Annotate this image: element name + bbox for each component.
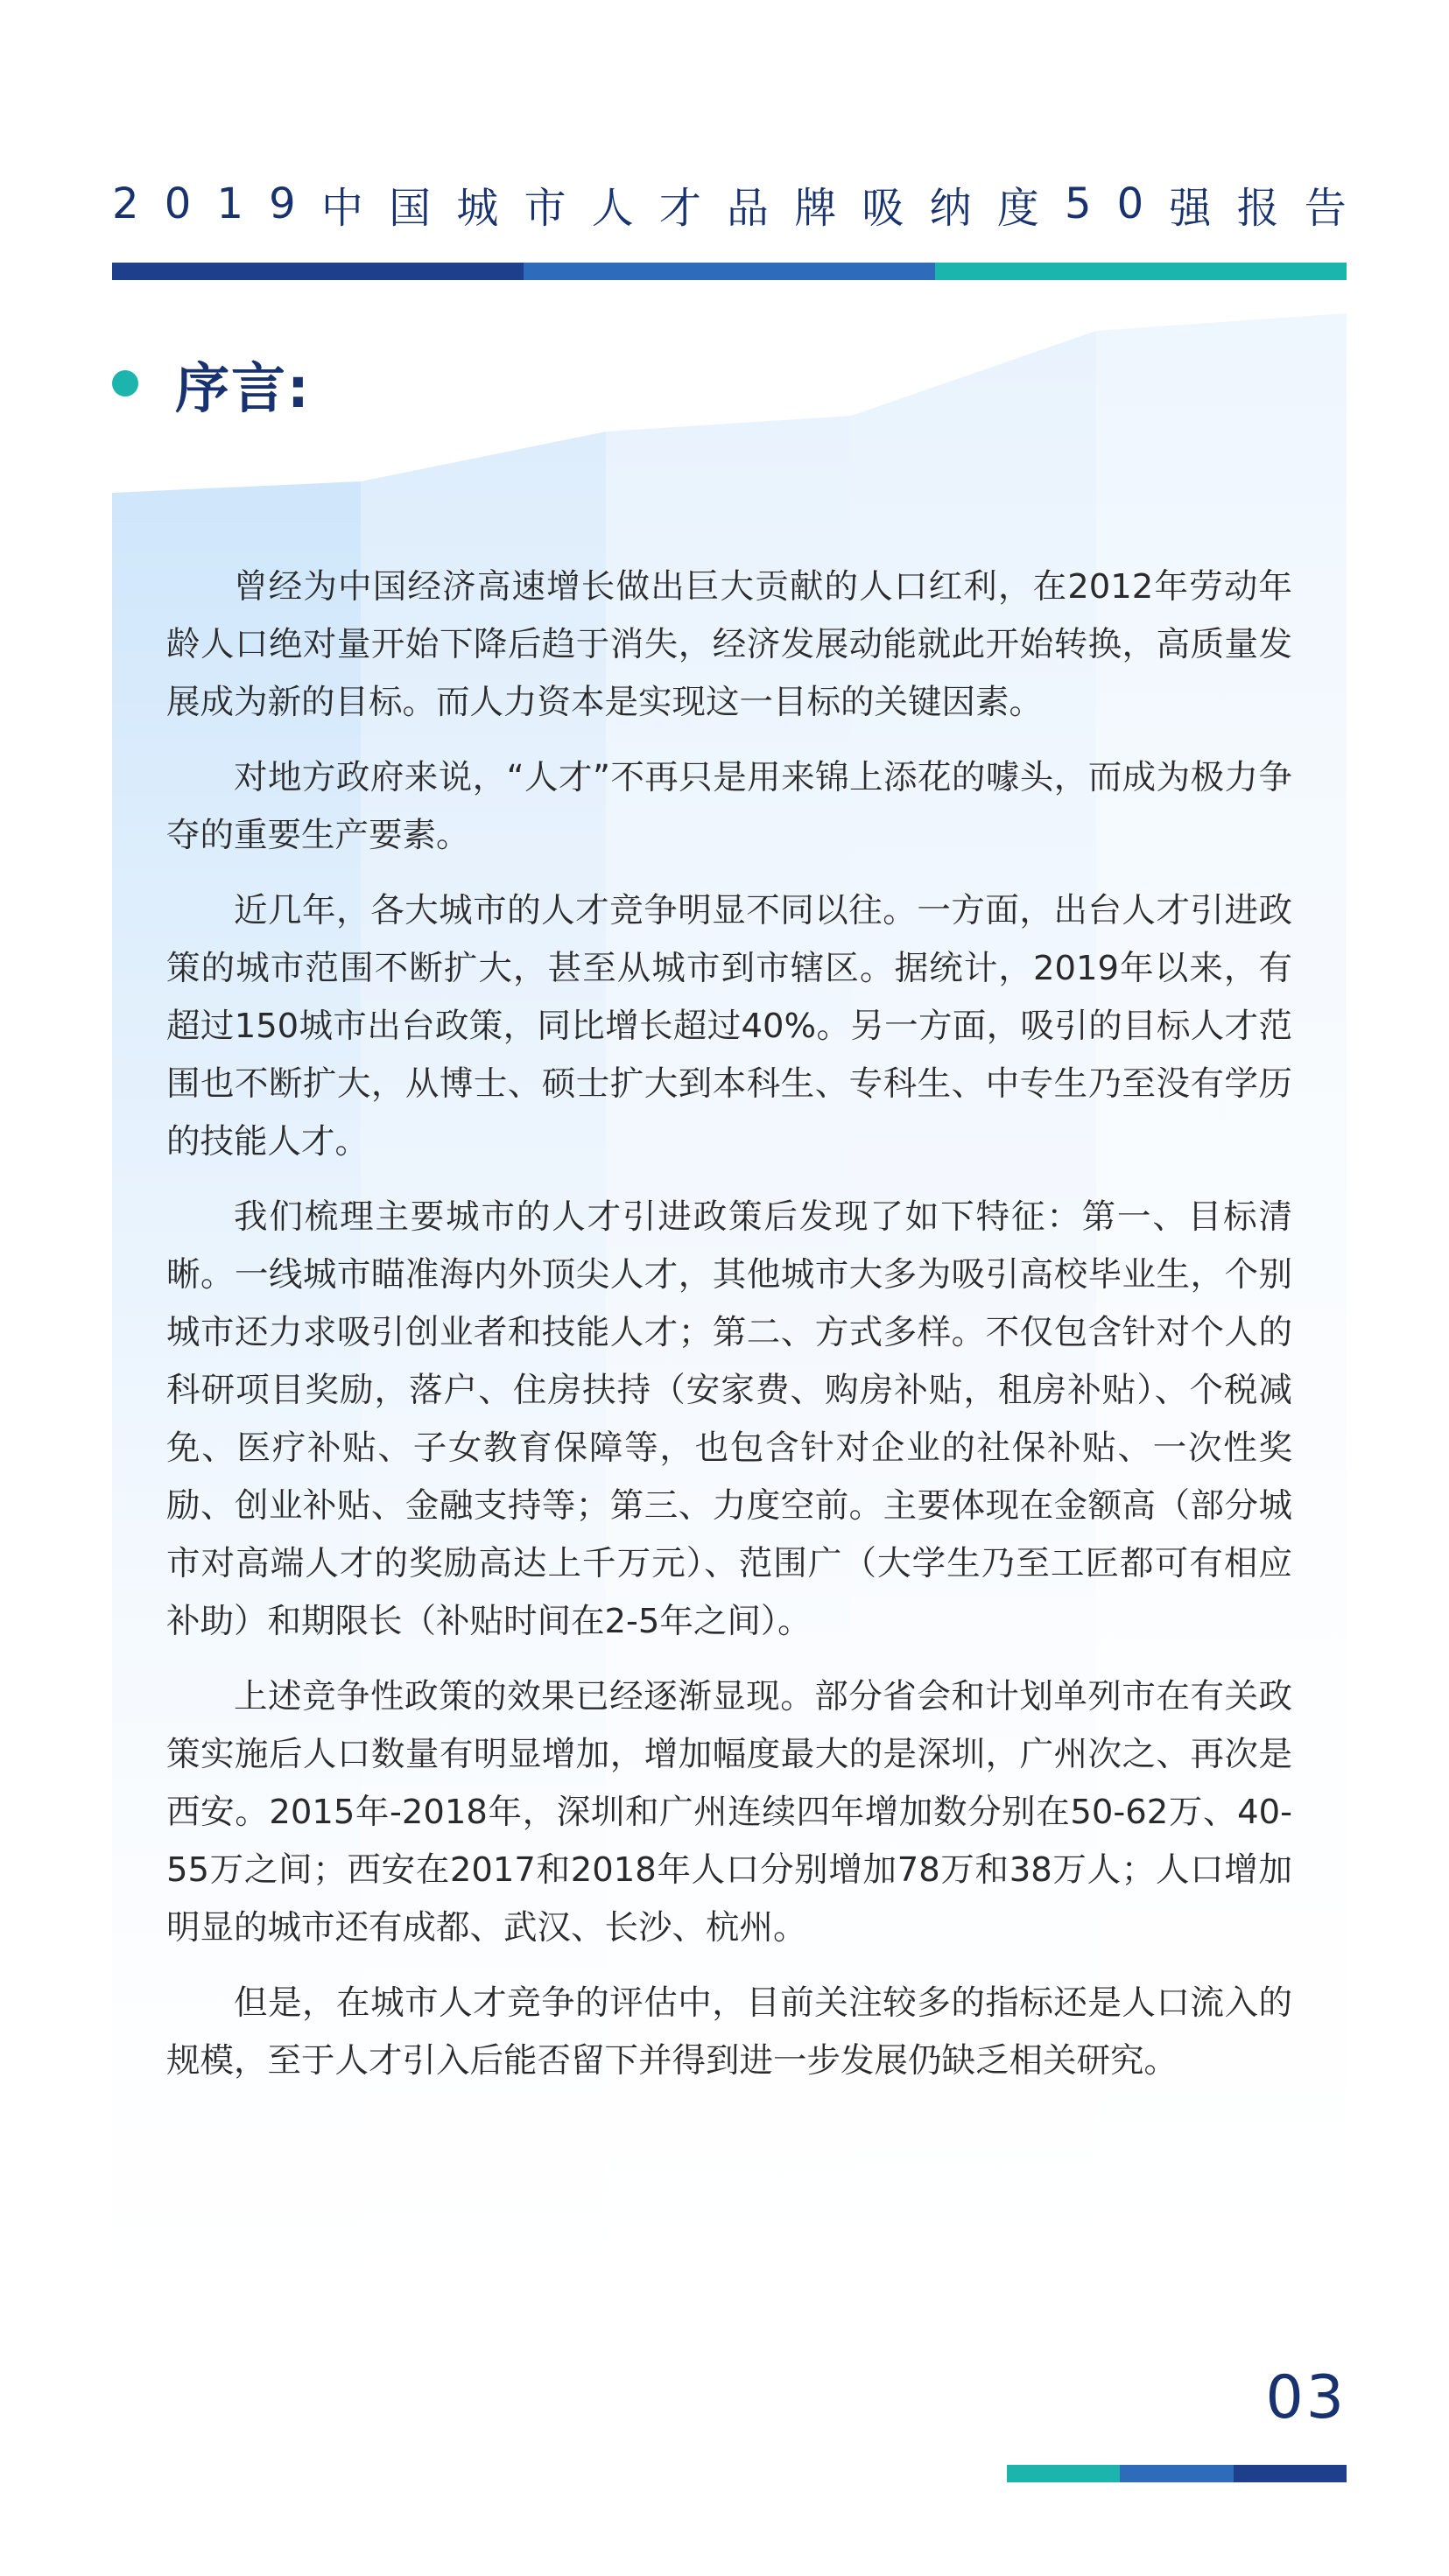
footer-bar-segment-mid — [1120, 2465, 1233, 2482]
preface-body — [166, 558, 1292, 2108]
footer-bar-segment-teal — [1007, 2465, 1120, 2482]
report-title-char: 9 — [269, 179, 296, 228]
report-title — [112, 173, 1347, 235]
report-title-char: 吸 — [862, 183, 904, 233]
report-title-char: 报 — [1236, 183, 1279, 233]
report-title-char: 0 — [164, 179, 192, 228]
page-number: 03 — [1265, 2363, 1347, 2432]
report-title-char: 才 — [658, 183, 701, 233]
section-heading-text: 序言: — [175, 355, 311, 420]
report-title-char: 国 — [389, 183, 432, 233]
report-title-char: 0 — [1116, 179, 1144, 228]
paragraph: 但是，在城市人才竞争的评估中，目前关注较多的指标还是人口流入的规模，至于人才引入后能否留下并得到进一步发展仍缺乏相关研究。 — [166, 1983, 1292, 2081]
heading-bullet-icon — [112, 370, 138, 397]
report-title-char: 告 — [1304, 183, 1347, 233]
report-title-char: 市 — [524, 183, 566, 233]
report-title-char: 纳 — [929, 183, 972, 233]
report-title-char: 城 — [456, 183, 499, 233]
section-heading — [112, 348, 311, 418]
footer-bar-segment-dark — [1234, 2465, 1347, 2482]
report-title-char: 牌 — [794, 183, 837, 233]
paragraph: 曾经为中国经济高速增长做出巨大贡献的人口红利，在2012年劳动年龄人口绝对量开始下降后趋于消失，经济发展动能就此开始转换，高质量发展成为新的目标。而人力资本是实现这一目标的关键因素。 — [166, 567, 1292, 722]
paragraph: 近几年，各大城市的人才竞争明显不同以往。一方面，出台人才引进政策的城市范围不断扩大，甚至从城市到市辖区。据统计，2019年以来，有超过150城市出台政策，同比增长超过40%。另一方面，吸引的目标人才范围也不断扩大，从博士、硕士扩大到本科生、专科生、中专生乃至没有学历的技能人才。 — [166, 891, 1292, 1162]
header-bar-segment-teal — [935, 263, 1347, 280]
report-title-char: 中 — [320, 183, 363, 233]
report-title-char: 品 — [727, 183, 770, 233]
report-title-char: 1 — [216, 179, 243, 228]
report-title-char: 度 — [996, 183, 1039, 233]
footer-color-bar — [1007, 2465, 1347, 2482]
paragraph: 我们梳理主要城市的人才引进政策后发现了如下特征：第一、目标清晰。一线城市瞄准海内外顶尖人才，其他城市大多为吸引高校毕业生，个别城市还力求吸引创业者和技能人才；第二、方式多样。不仅包含针对个人的科研项目奖励，落户、住房扶持（安家费、购房补贴，租房补贴）、个税减免、医疗补贴、子女教育保障等，也包含针对企业的社保补贴、一次性奖励、创业补贴、金融支持等；第三、力度空前。主要体现在金额高（部分城市对高端人才的奖励高达上千万元）、范围广（大学生乃至工匠都可有相应补助）和期限长（补贴时间在2-5年之间）。 — [166, 1197, 1292, 1641]
header-bar-segment-mid — [524, 263, 935, 280]
paragraph: 对地方政府来说，“人才”不再只是用来锦上添花的噱头，而成为极力争夺的重要生产要素。 — [166, 758, 1292, 855]
report-title-char: 人 — [591, 183, 634, 233]
header-color-bar — [112, 263, 1347, 280]
report-title-char: 强 — [1169, 183, 1212, 233]
paragraph: 上述竞争性政策的效果已经逐渐显现。部分省会和计划单列市在有关政策实施后人口数量有明显增加，增加幅度最大的是深圳，广州次之、再次是西安。2015年-2018年，深圳和广州连续四年增加数分别在50-62万、40-55万之间；西安在2017和2018年人口分别增加78万和38万人；人口增加明显的城市还有成都、武汉、长沙、杭州。 — [166, 1677, 1292, 1948]
report-title-char: 5 — [1064, 179, 1092, 228]
header-bar-segment-dark — [112, 263, 524, 280]
report-title-char: 2 — [112, 179, 139, 228]
